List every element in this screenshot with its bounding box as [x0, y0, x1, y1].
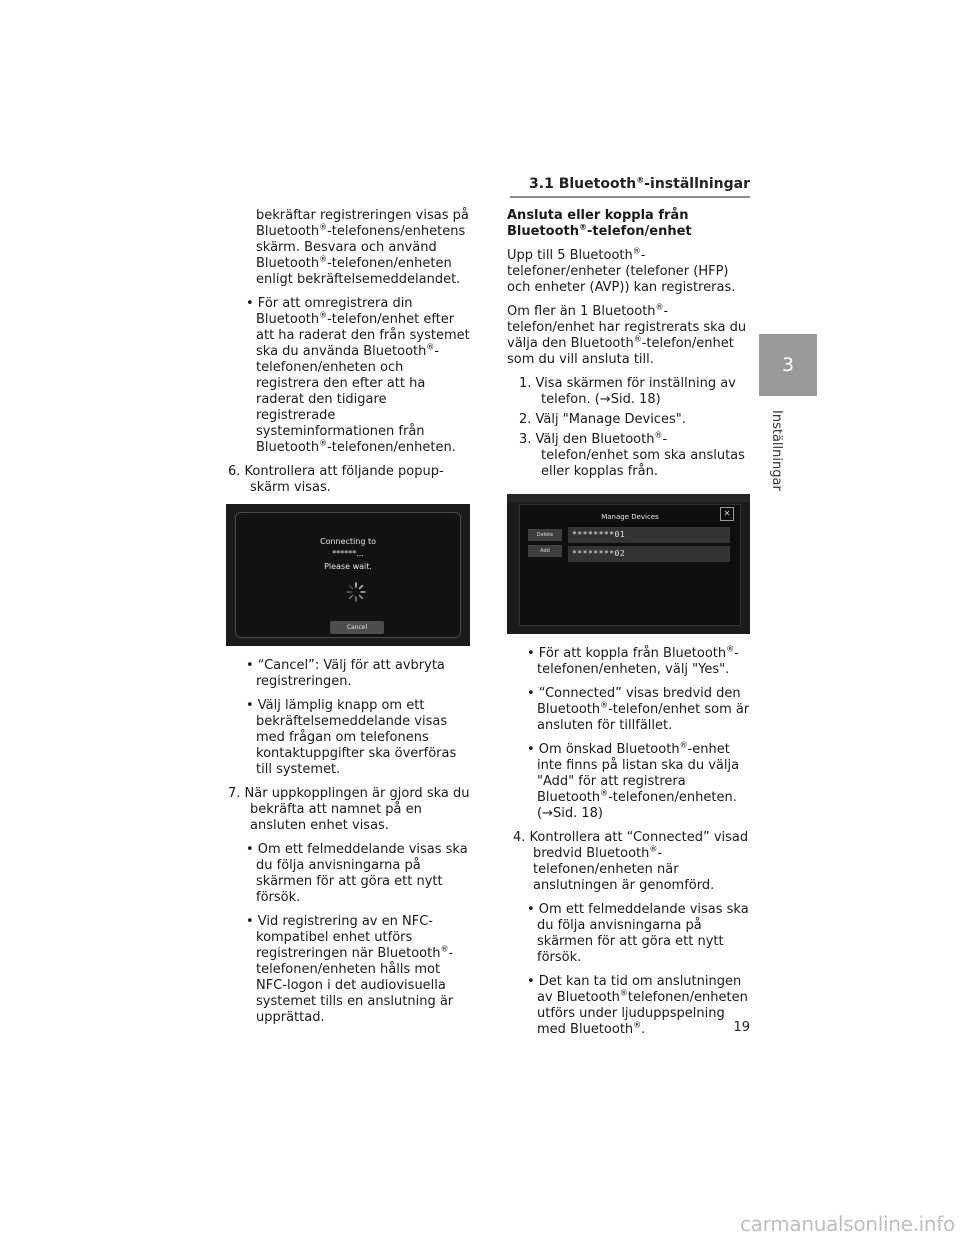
- bullet-reregister: • För att omregistrera din Bluetooth®-telefon/enhet efter att ha raderat den från systemet ska du använda Bluetooth®-telefonen/enheten och registrera den efter att ha raderat den tidigare registrerade systeminformationen från Bluetooth®-telefonen/enheten.: [246, 296, 470, 455]
- loading-spinner-icon: [345, 581, 367, 603]
- page-number: 19: [733, 1020, 750, 1035]
- popup-cancel-button[interactable]: Cancel: [330, 621, 384, 634]
- continued-paragraph: bekräftar registreringen visas på Bluetooth®-telefonens/enhetens skärm. Besvara och använd Bluetooth®-telefonen/enheten enligt bekräftelsemeddelandet.: [256, 208, 469, 287]
- chapter-label: Inställningar: [769, 410, 784, 491]
- bullet-error-right: • Om ett felmeddelande visas ska du följa anvisningarna på skärmen för att göra ett nytt försök.: [527, 902, 749, 965]
- step-3: 3. Välj den Bluetooth®-telefon/enhet som ska anslutas eller kopplas från.: [519, 430, 745, 479]
- device-row-1[interactable]: ********01: [568, 527, 730, 543]
- bullet-cancel: • “Cancel”: Välj för att avbryta registreringen.: [246, 658, 445, 689]
- popup-frame: [235, 512, 461, 638]
- bullet-nfc: • Vid registrering av en NFC-kompatibel enhet utförs registreringen när Bluetooth®-telefonen/enheten hålls mot NFC-logon i det audiovisuella systemet tills en anslutning är upprättad.: [246, 914, 454, 1025]
- manage-devices-screenshot: [507, 494, 750, 634]
- device-row-2[interactable]: ********02: [568, 546, 730, 562]
- right-column: [507, 208, 752, 1046]
- step-6: 6. Kontrollera att följande popup-skärm visas.: [228, 464, 444, 495]
- status-bar: [507, 494, 750, 502]
- section-heading: Ansluta eller koppla från Bluetooth®-telefon/enhet: [507, 208, 692, 239]
- bullet-add: • Om önskad Bluetooth®-enhet inte finns på listan ska du välja "Add" för att registrera Bluetooth®-telefonen/enheten. (→Sid. 18): [527, 740, 740, 821]
- step-7: 7. När uppkopplingen är gjord ska du bekräfta att namnet på en ansluten enhet visas.: [228, 786, 470, 833]
- section-header: 3.1 Bluetooth®-inställningar: [529, 175, 750, 192]
- connecting-popup-screenshot: [226, 504, 470, 646]
- manage-devices-title: Manage Devices: [601, 513, 659, 521]
- left-column: [226, 208, 470, 1034]
- step-4: 4. Kontrollera att “Connected” visad bredvid Bluetooth®-telefonen/enheten när anslutningen är genomförd.: [513, 830, 749, 893]
- popup-line-1: Connecting to: [319, 537, 377, 546]
- step-1: 1. Visa skärmen för inställning av telefon. (→Sid. 18): [519, 376, 736, 407]
- popup-line-2: ******...: [332, 549, 364, 558]
- close-icon[interactable]: ✕: [720, 507, 734, 521]
- step-2: 2. Välj "Manage Devices".: [519, 412, 686, 427]
- paragraph-up-to-5: Upp till 5 Bluetooth®-telefoner/enheter (telefoner (HFP) och enheter (AVP)) kan registreras.: [507, 246, 736, 295]
- bullet-choose-button: • Välj lämplig knapp om ett bekräftelsemeddelande visas med frågan om telefonens kontaktuppgifter ska överföras till systemet.: [246, 698, 457, 777]
- watermark: carmanualsonline.info: [739, 1212, 955, 1236]
- popup-line-3: Please wait.: [324, 562, 372, 571]
- bullet-time: • Det kan ta tid om anslutningen av Bluetooth®telefonen/enheten utförs under ljuduppspelning med Bluetooth®.: [527, 974, 748, 1037]
- bullet-error-left: • Om ett felmeddelande visas ska du följa anvisningarna på skärmen för att göra ett nytt försök.: [246, 842, 468, 905]
- chapter-tab: 3: [759, 334, 817, 396]
- header-divider: [510, 196, 750, 198]
- paragraph-more-than-1: Om fler än 1 Bluetooth®-telefon/enhet har registrerats ska du välja den Bluetooth®-telefon/enhet som du vill ansluta till.: [507, 302, 747, 367]
- manage-devices-panel: [519, 504, 741, 626]
- bullet-disconnect: • För att koppla från Bluetooth®-telefonen/enheten, välj "Yes".: [527, 644, 739, 677]
- delete-button[interactable]: Delete: [528, 529, 562, 541]
- bullet-connected: • “Connected” visas bredvid den Bluetooth®-telefon/enhet som är ansluten för tillfället.: [527, 686, 750, 733]
- add-button[interactable]: Add: [528, 545, 562, 557]
